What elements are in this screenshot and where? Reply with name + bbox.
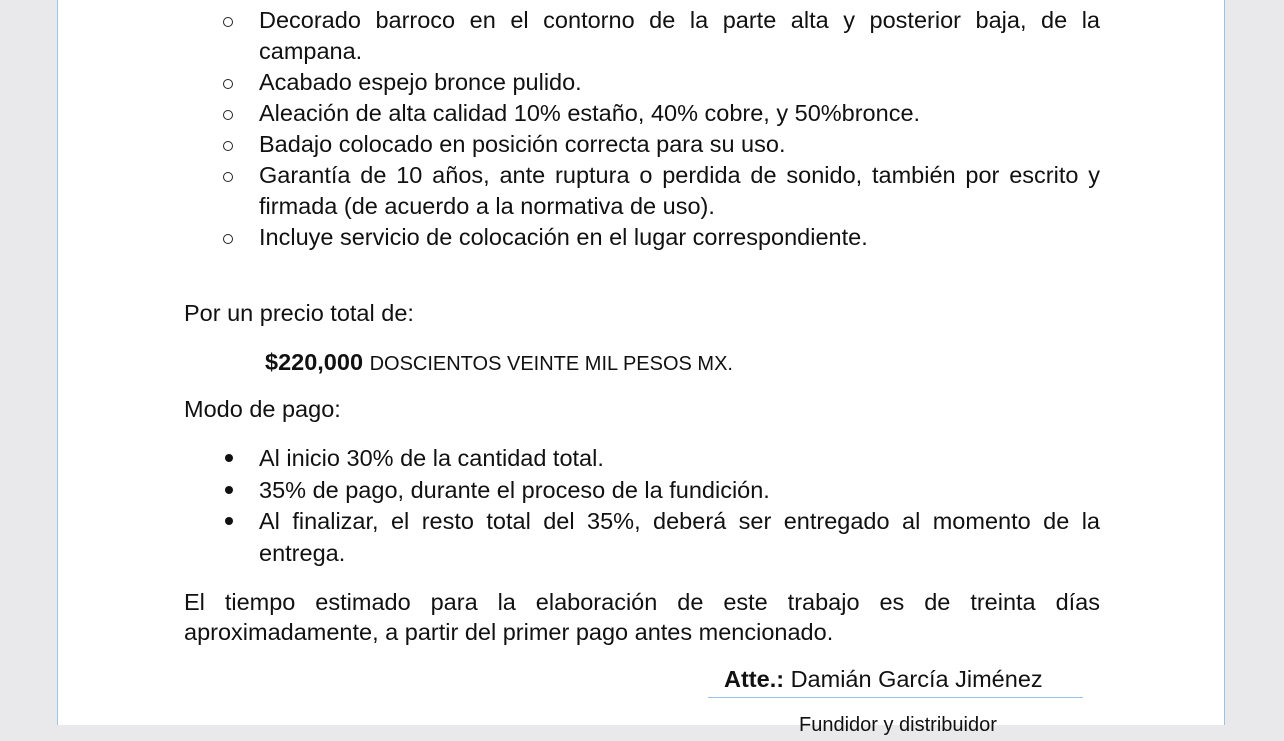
bullet-icon bbox=[225, 486, 233, 494]
hollow-bullet-icon bbox=[223, 172, 233, 182]
list-item bbox=[220, 160, 1100, 222]
price-label: Por un precio total de: bbox=[184, 300, 414, 326]
payment-text: 35% de pago, durante el proceso de la fundición. bbox=[259, 476, 770, 503]
hollow-bullet-icon bbox=[223, 110, 233, 120]
bullet-icon bbox=[225, 454, 233, 462]
hollow-bullet-icon bbox=[223, 141, 233, 151]
price-amount: $220,000 bbox=[265, 349, 364, 375]
bullet-icon bbox=[225, 517, 233, 525]
list-item bbox=[220, 129, 1100, 160]
payment-list bbox=[220, 443, 1100, 569]
feature-text: Badajo colocado en posición correcta para su uso. bbox=[259, 131, 786, 157]
hollow-bullet-icon bbox=[223, 234, 233, 244]
list-item bbox=[220, 5, 1100, 67]
signature-line bbox=[708, 664, 1083, 698]
payment-label: Modo de pago: bbox=[184, 396, 341, 422]
feature-text: Aleación de alta calidad 10% estaño, 40% cobre, y 50%bronce. bbox=[259, 100, 921, 126]
hollow-bullet-icon bbox=[223, 17, 233, 27]
list-item bbox=[220, 506, 1100, 569]
list-item bbox=[220, 475, 1100, 507]
payment-text: Al inicio 30% de la cantidad total. bbox=[259, 445, 604, 471]
closing-paragraph: El tiempo estimado para la elaboración de este trabajo es de treinta días aproximadamente, a partir del primer pago antes mencionado. bbox=[184, 589, 1100, 645]
hollow-bullet-icon bbox=[223, 79, 233, 89]
feature-text: Incluye servicio de colocación en el lugar correspondiente. bbox=[259, 224, 868, 250]
payment-text: Al finalizar, el resto total del 35%, deberá ser entregado al momento de la entrega. bbox=[259, 508, 1100, 566]
list-item bbox=[220, 222, 1100, 253]
signature-role: Fundidor y distribuidor bbox=[799, 714, 997, 736]
features-list bbox=[220, 5, 1100, 253]
signature-name: Damián García Jiménez bbox=[790, 666, 1043, 692]
feature-text: Garantía de 10 años, ante ruptura o perdida de sonido, también por escrito y firmada (de acuerdo a la normativa de uso). bbox=[259, 162, 1100, 219]
feature-text: Acabado espejo bronce pulido. bbox=[259, 69, 582, 95]
list-item bbox=[220, 443, 1100, 475]
price-line bbox=[265, 347, 733, 380]
price-words: DOSCIENTOS VEINTE MIL PESOS MX. bbox=[369, 353, 733, 375]
signature-prefix: Atte.: bbox=[724, 666, 785, 692]
list-item bbox=[220, 67, 1100, 98]
feature-text: Decorado barroco en el contorno de la parte alta y posterior baja, de la campana. bbox=[259, 7, 1100, 64]
list-item bbox=[220, 98, 1100, 129]
